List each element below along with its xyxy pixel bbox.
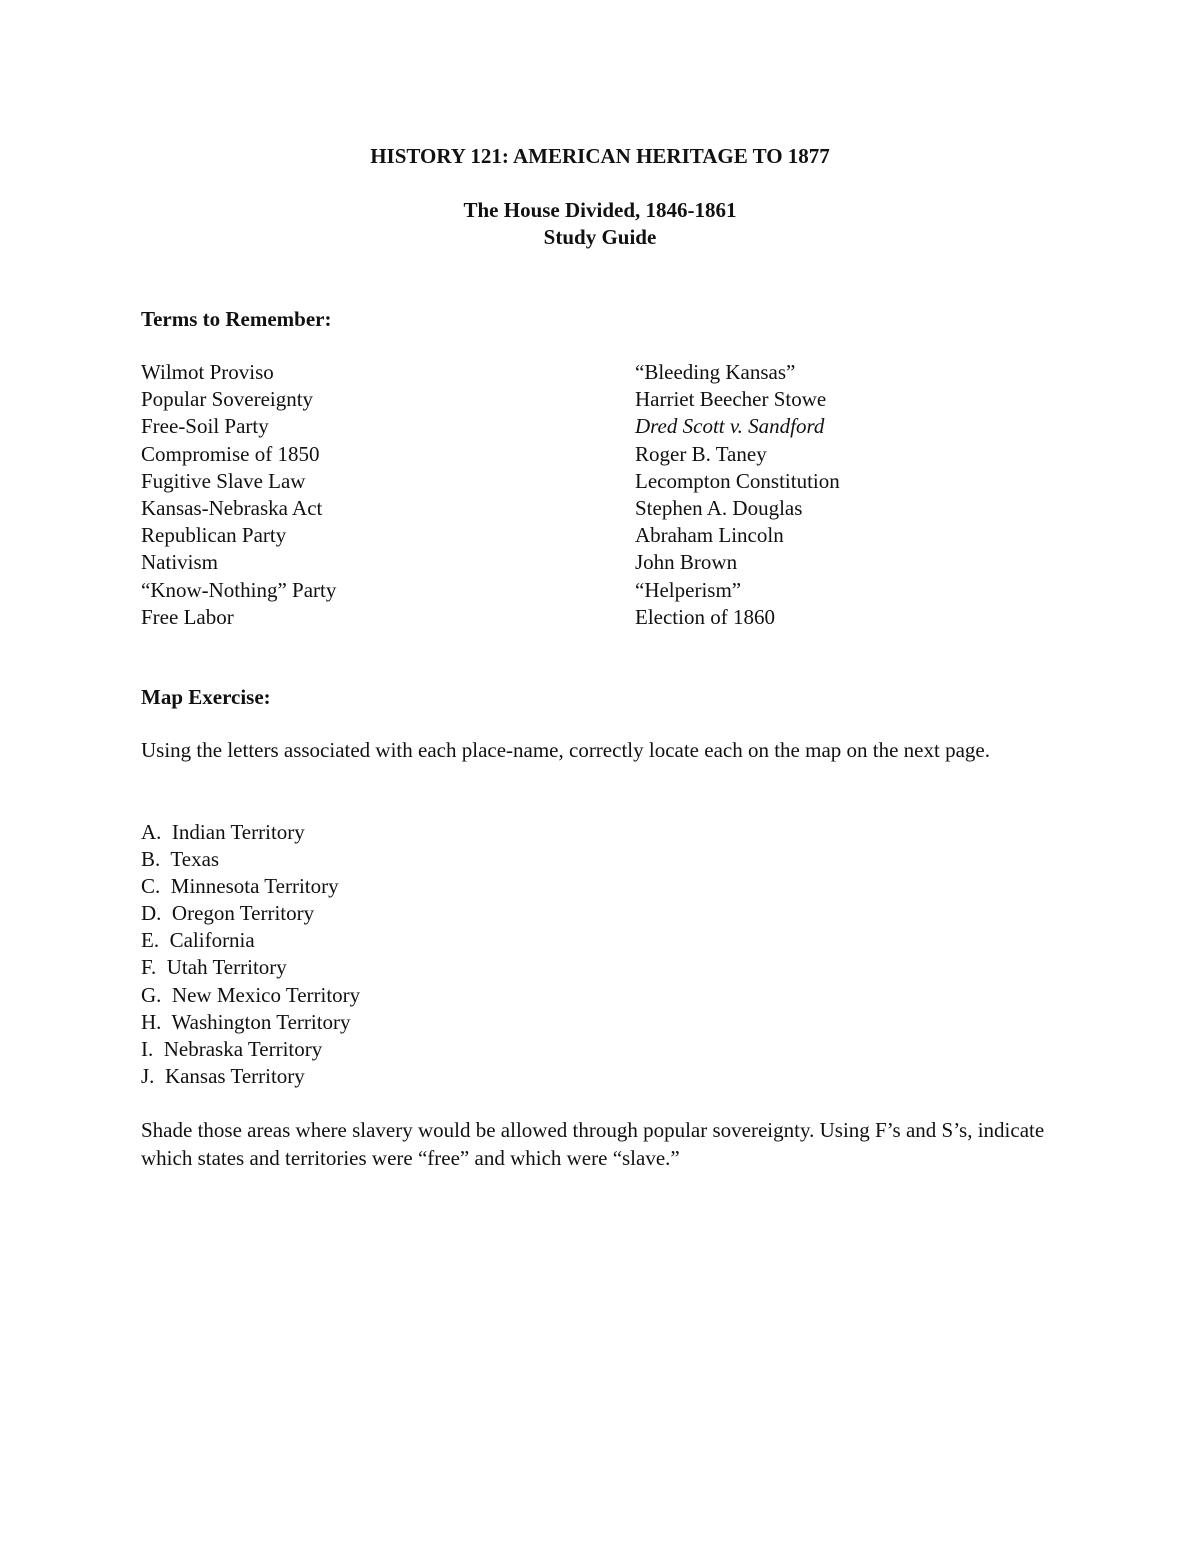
term-item: Compromise of 1850: [141, 441, 320, 466]
place-letter: H.: [141, 1009, 162, 1034]
term-item: Republican Party: [141, 523, 287, 548]
place-name: Nebraska Territory: [163, 1036, 323, 1061]
unit-title: The House Divided, 1846-1861: [463, 198, 737, 222]
term-item: John Brown: [635, 550, 738, 575]
map-exercise-heading: Map Exercise:: [141, 685, 271, 709]
place-letter: G.: [141, 982, 162, 1007]
term-item: Fugitive Slave Law: [141, 468, 306, 493]
place-item: [141, 927, 360, 954]
place-item: [141, 954, 360, 981]
place-item: [141, 1036, 360, 1063]
place-item: [141, 846, 360, 873]
term-item: Kansas-Nebraska Act: [141, 496, 323, 521]
shading-instructions: Shade those areas where slavery would be allowed through popular sovereignty. Using F’s and S’s, indicate which states and territories were “free” and which were “slave.”: [141, 1118, 1045, 1170]
map-instructions: Using the letters associated with each place-name, correctly locate each on the map on the next page.: [141, 738, 990, 762]
place-name: Oregon Territory: [171, 901, 315, 926]
place-name: Washington Territory: [171, 1009, 351, 1034]
place-item: [141, 1063, 360, 1090]
place-letter: A.: [141, 820, 162, 844]
terms-heading: Terms to Remember:: [141, 307, 332, 331]
course-title: HISTORY 121: AMERICAN HERITAGE TO 1877: [370, 144, 830, 168]
place-name: Utah Territory: [166, 955, 287, 980]
term-item: Lecompton Constitution: [635, 468, 840, 493]
place-name: Texas: [170, 847, 220, 872]
term-item-case-name: Dred Scott v. Sandford: [635, 414, 825, 439]
place-item: [141, 819, 360, 846]
term-item: Stephen A. Douglas: [635, 496, 803, 521]
term-item: Free Labor: [141, 604, 234, 629]
place-name: Kansas Territory: [164, 1063, 305, 1088]
place-letter: D.: [141, 901, 162, 926]
term-item: “Bleeding Kansas”: [635, 360, 796, 384]
place-letter: F.: [141, 955, 157, 980]
term-item: Harriet Beecher Stowe: [635, 387, 827, 412]
term-item: Popular Sovereignty: [141, 387, 314, 412]
place-name: Minnesota Territory: [170, 874, 339, 899]
place-letter: J.: [141, 1063, 155, 1088]
term-item: “Know-Nothing” Party: [141, 577, 337, 602]
term-item: Wilmot Proviso: [141, 360, 274, 384]
place-letter: I.: [141, 1036, 154, 1061]
place-item: [141, 900, 360, 927]
place-item: [141, 1009, 360, 1036]
term-item: Nativism: [141, 550, 218, 575]
term-item: “Helperism”: [635, 577, 742, 602]
place-item: [141, 982, 360, 1009]
place-letter: C.: [141, 874, 161, 899]
place-list: [141, 819, 360, 1090]
terms-list-left: [141, 359, 336, 631]
place-letter: E.: [141, 928, 160, 953]
term-item: Roger B. Taney: [635, 441, 767, 466]
place-name: New Mexico Territory: [171, 982, 361, 1007]
document-type: Study Guide: [543, 225, 657, 249]
term-item: Free-Soil Party: [141, 414, 269, 439]
place-item: [141, 873, 360, 900]
place-name: California: [169, 928, 255, 953]
term-item: Election of 1860: [635, 604, 775, 629]
place-letter: B.: [141, 847, 161, 872]
terms-list-right: [635, 359, 840, 631]
term-item: Abraham Lincoln: [635, 523, 784, 548]
place-name: Indian Territory: [171, 820, 305, 844]
unit-heading: [0, 197, 1200, 251]
